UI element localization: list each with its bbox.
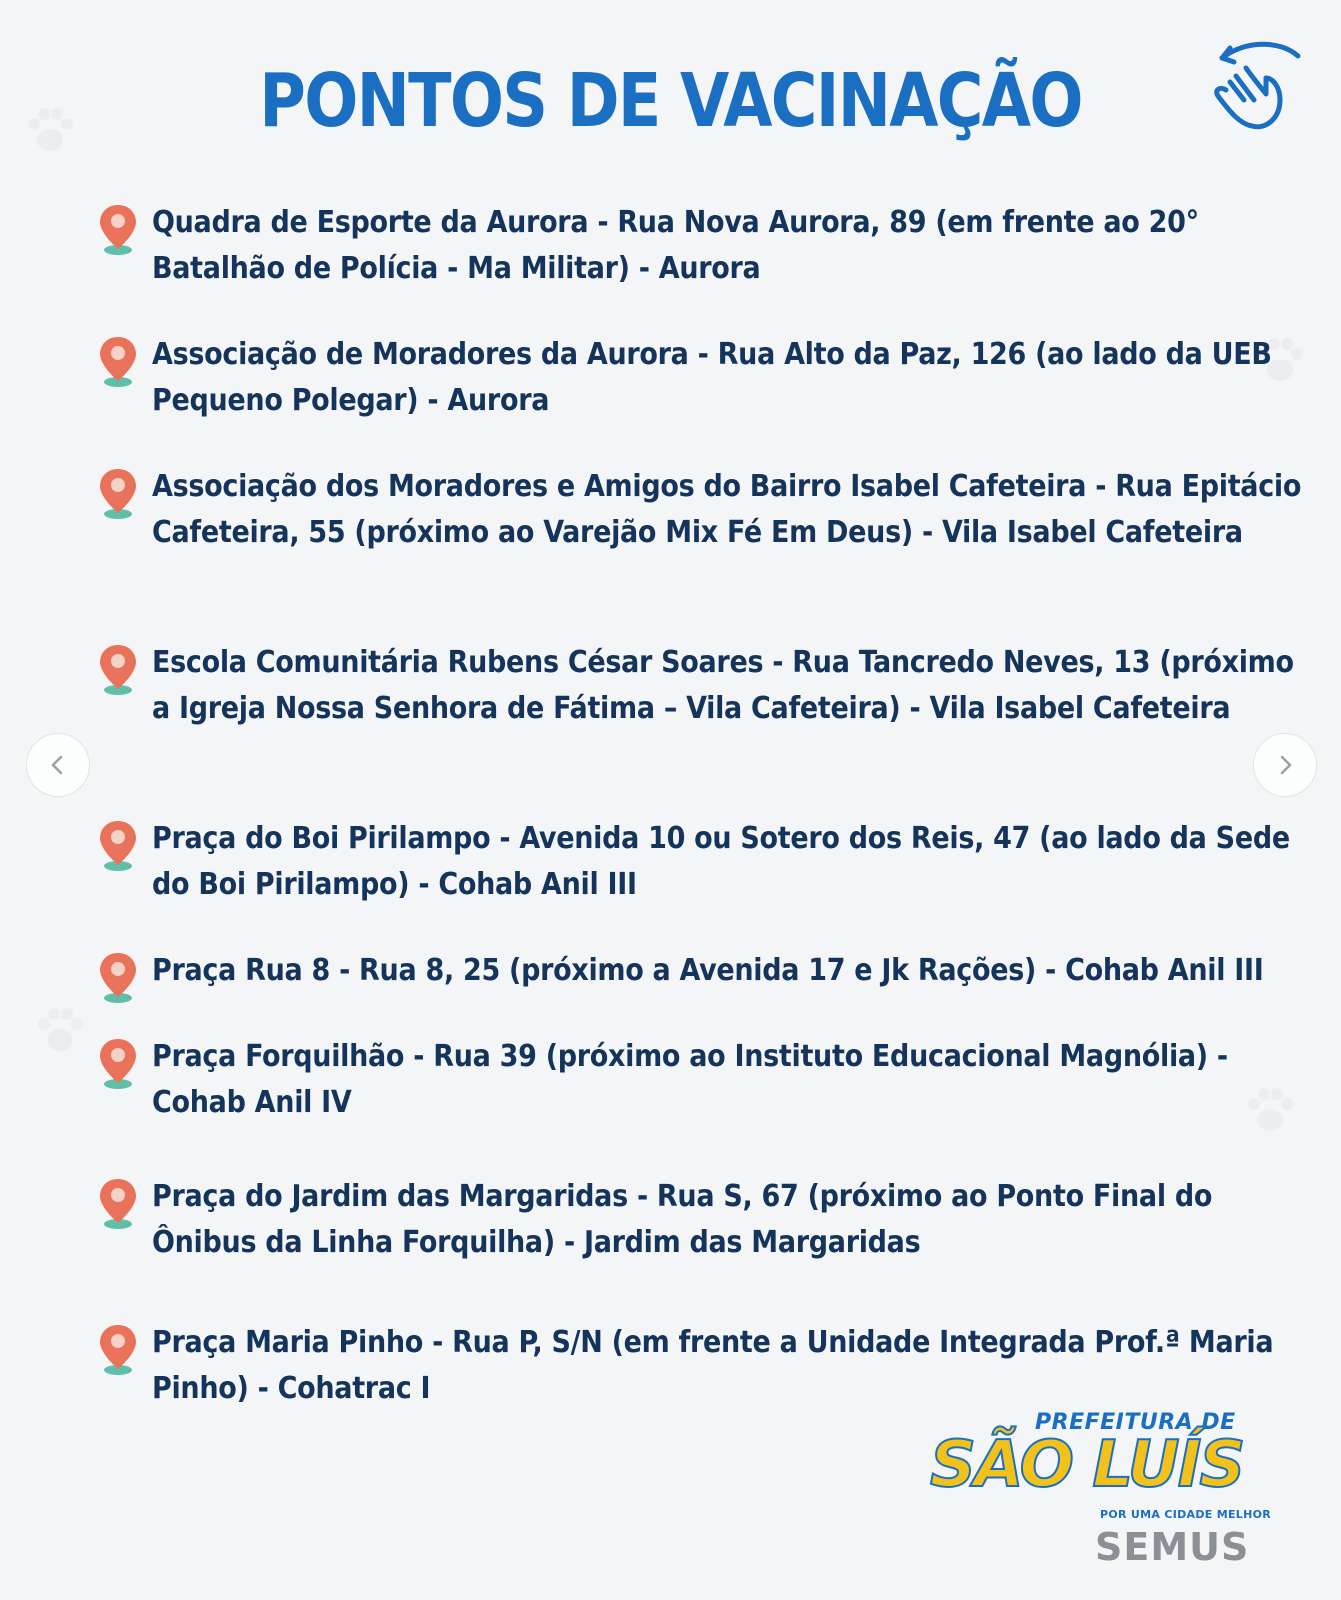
map-pin-icon [96,202,140,256]
location-text: Associação dos Moradores e Amigos do Bairro Isabel Cafeteira - Rua Epitácio Cafeteira, 55 (próximo ao Varejão Mix Fé Em Deus) - Vila Isabel Cafeteira [152,469,1302,550]
location-text: Associação de Moradores da Aurora - Rua Alto da Paz, 126 (ao lado da UEB Pequeno Polegar) - Aurora [152,337,1272,418]
location-text: Escola Comunitária Rubens César Soares - Rua Tancredo Neves, 13 (próximo a Igreja Nossa Senhora de Fátima – Vila Cafeteira) - Vila Isabel Cafeteira [152,645,1294,726]
chevron-right-icon [1273,753,1297,777]
location-text: Praça Maria Pinho - Rua P, S/N (em frente a Unidade Integrada Prof.ª Maria Pinho) - Cohatrac I [152,1325,1274,1406]
map-pin-icon [96,334,140,388]
carousel-next-button[interactable] [1253,733,1317,797]
paw-print-icon [30,1000,90,1060]
chevron-left-icon [46,753,70,777]
map-pin-icon [96,950,140,1004]
logo-city: SÃO LUÍS [930,1428,1244,1502]
location-text: Praça Rua 8 - Rua 8, 25 (próximo a Avenida 17 e Jk Rações) - Cohab Anil III [152,953,1264,988]
map-pin-icon [96,1322,140,1376]
carousel-prev-button[interactable] [26,733,90,797]
map-pin-icon [96,642,140,696]
paw-print-icon [20,100,80,160]
map-pin-icon [96,818,140,872]
map-pin-icon [96,466,140,520]
map-pin-icon [96,1176,140,1230]
logo-tagline: POR UMA CIDADE MELHOR [1100,1508,1272,1521]
logo-department: SEMUS [1095,1525,1250,1569]
location-text: Praça do Jardim das Margaridas - Rua S, 67 (próximo ao Ponto Final do Ônibus da Linha Forquilha) - Jardim das Margaridas [152,1179,1213,1260]
location-text: Praça do Boi Pirilampo - Avenida 10 ou Sotero dos Reis, 47 (ao lado da Sede do Boi Pirilampo) - Cohab Anil III [152,821,1290,902]
location-text: Quadra de Esporte da Aurora - Rua Nova Aurora, 89 (em frente ao 20° Batalhão de Polícia - Ma Militar) - Aurora [152,205,1199,286]
logo-prefix: PREFEITURA DE [1035,1410,1236,1435]
prefeitura-logo [930,1410,1300,1590]
swipe-hand-icon [1200,38,1310,138]
page-title: PONTOS DE VACINAÇÃO [259,58,1082,144]
location-text: Praça Forquilhão - Rua 39 (próximo ao Instituto Educacional Magnólia) - Cohab Anil IV [152,1039,1228,1120]
map-pin-icon [96,1036,140,1090]
